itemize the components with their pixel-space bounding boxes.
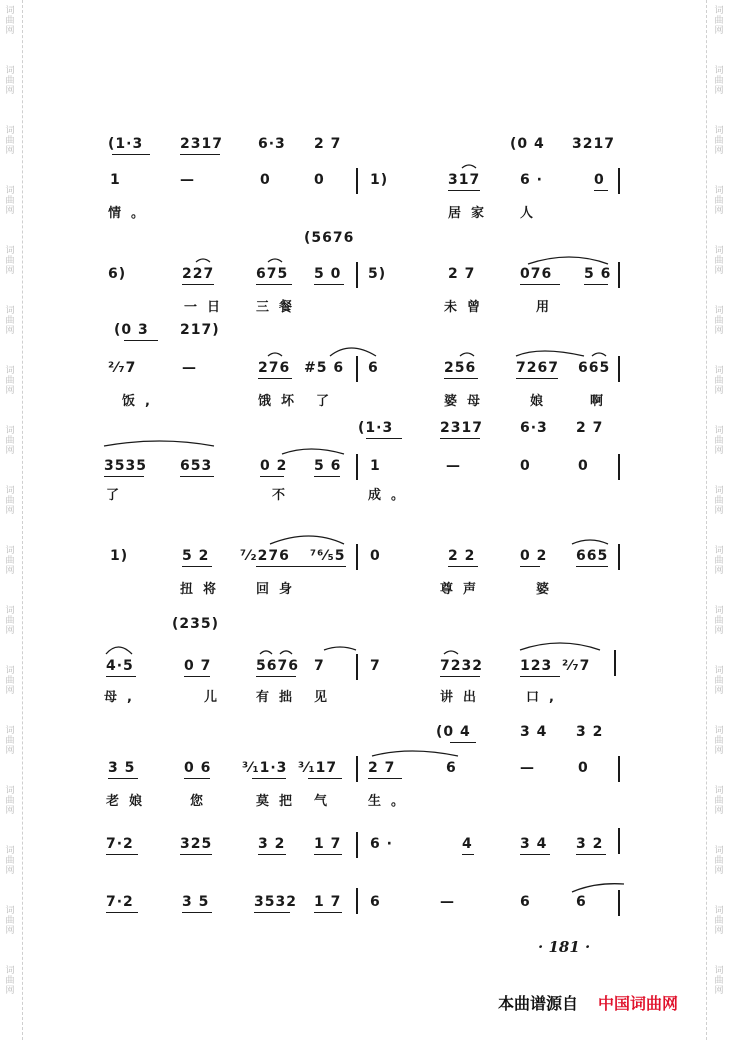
measure-notes: 0 [314, 172, 325, 188]
watermark-mark: 词 曲 网 [5, 846, 15, 876]
measure-notes: 5 6 [584, 266, 612, 282]
measure-notes: 6 [446, 760, 457, 776]
measure-notes: 0 6 [184, 760, 212, 776]
measure-notes: 6 [368, 360, 379, 376]
watermark-mark: 词 曲 网 [714, 546, 724, 576]
watermark-mark: 词 曲 网 [714, 786, 724, 816]
intro-notes: (1·3 [358, 420, 394, 436]
measure-notes: 076 [520, 266, 553, 282]
watermark-mark: 词 曲 网 [714, 66, 724, 96]
watermark-mark: 词 曲 网 [714, 906, 724, 936]
measure-notes: 3532 [254, 894, 297, 910]
intro-notes: 6·3 [258, 136, 286, 152]
lyrics: 三餐 [256, 300, 303, 315]
watermark-mark: 词 曲 网 [714, 126, 724, 156]
measure-notes: 6 [370, 894, 381, 910]
watermark-mark: 词 曲 网 [714, 246, 724, 276]
measure-notes: 3535 [104, 458, 147, 474]
lyrics: 莫把 [256, 794, 303, 809]
measure-notes: 4·5 [106, 658, 134, 674]
measure-notes: — [446, 458, 461, 474]
intro-notes: 2 7 [314, 136, 342, 152]
measure-notes: — [440, 894, 455, 910]
intro-notes: 3217 [572, 136, 615, 152]
watermark-mark: 词 曲 网 [5, 426, 15, 456]
watermark-mark: 词 曲 网 [5, 486, 15, 516]
watermark-mark: 词 曲 网 [5, 666, 15, 696]
measure-notes: 276 [258, 360, 291, 376]
measure-notes: 3 4 [520, 836, 548, 852]
lyrics: 讲出 [440, 690, 487, 705]
watermark-mark: 词 曲 网 [714, 6, 724, 36]
measure-notes: 665 [576, 548, 609, 564]
measure-notes: 2 2 [448, 548, 476, 564]
measure-notes: — [182, 360, 197, 376]
measure-notes: 3 5 [182, 894, 210, 910]
watermark-mark: 词 曲 网 [5, 126, 15, 156]
lyrics: 居家 [448, 206, 495, 221]
measure-notes: 0 [370, 548, 381, 564]
measure-notes: 5) [368, 266, 387, 282]
watermark-mark: 词 曲 网 [714, 486, 724, 516]
intro-notes: (0 4 [436, 724, 471, 740]
lyrics: 成。 [368, 488, 415, 503]
lyrics: 回身 [256, 582, 303, 597]
measure-notes: 6 [576, 894, 587, 910]
measure-notes: ³⁄₁1·3 [242, 760, 288, 776]
measure-notes: 0 [520, 458, 531, 474]
measure-notes: — [520, 760, 535, 776]
intro-notes: 2317 [440, 420, 483, 436]
measure-notes: 7·2 [106, 836, 134, 852]
lyrics: 用 [536, 300, 560, 315]
watermark-mark: 词 曲 网 [5, 366, 15, 396]
lyrics: 饿坏 [258, 394, 305, 409]
page-number: · 181 · [538, 938, 591, 956]
measure-notes: 6) [108, 266, 127, 282]
lyrics: 了 [316, 394, 340, 409]
lyrics: 娘 [530, 394, 554, 409]
lyrics: 啊 [590, 394, 614, 409]
lyrics: 情。 [108, 206, 155, 221]
measure-notes: 7232 [440, 658, 483, 674]
watermark-mark: 词 曲 网 [714, 606, 724, 636]
measure-notes: 3 2 [576, 836, 604, 852]
watermark-mark: 词 曲 网 [714, 306, 724, 336]
watermark-mark: 词 曲 网 [5, 66, 15, 96]
watermark-mark: 词 曲 网 [5, 966, 15, 996]
intro-notes: 3 2 [576, 724, 604, 740]
measure-notes: 0 2 [260, 458, 288, 474]
measure-notes: 5 2 [182, 548, 210, 564]
measure-notes: 6 · [520, 172, 543, 188]
intro-notes: (235) [172, 616, 220, 632]
measure-notes: 675 [256, 266, 289, 282]
watermark-mark: 词 曲 网 [5, 726, 15, 756]
lyrics: 口, [526, 690, 564, 705]
lyrics: 有拙 [256, 690, 303, 705]
intro-notes: 2317 [180, 136, 223, 152]
measure-notes: ²⁄₇7 [562, 658, 591, 674]
measure-notes: 7 [314, 658, 325, 674]
measure-notes: 5 6 [314, 458, 342, 474]
watermark-mark: 词 曲 网 [5, 606, 15, 636]
measure-notes: 325 [180, 836, 213, 852]
watermark-mark: 词 曲 网 [5, 546, 15, 576]
lyrics: 老娘 [106, 794, 153, 809]
measure-notes: 2 7 [448, 266, 476, 282]
watermark-mark: 词 曲 网 [5, 306, 15, 336]
measure-notes: 123 [520, 658, 553, 674]
intro-notes: (5676 [304, 230, 355, 246]
watermark-mark: 词 曲 网 [714, 846, 724, 876]
watermark-mark: 词 曲 网 [5, 246, 15, 276]
lyrics: 了 [106, 488, 130, 503]
lyrics: 儿 [204, 690, 228, 705]
lyrics: 不 [272, 488, 296, 503]
source-label: 本曲谱源自 [498, 994, 579, 1013]
lyrics: 见 [314, 690, 338, 705]
intro-notes: (0 3 [114, 322, 149, 338]
measure-notes: 317 [448, 172, 481, 188]
watermark-mark: 词 曲 网 [714, 966, 724, 996]
measure-notes: 1) [370, 172, 389, 188]
lyrics: 生。 [368, 794, 415, 809]
watermark-mark: 词 曲 网 [714, 366, 724, 396]
measure-notes: 0 [594, 172, 605, 188]
lyrics: 婆 [536, 582, 560, 597]
watermark-mark: 词 曲 网 [5, 906, 15, 936]
lyrics: 人 [520, 206, 544, 221]
lyrics: 扭将 [180, 582, 227, 597]
source-credit [498, 991, 678, 1014]
measure-notes: 7267 [516, 360, 559, 376]
watermark-mark: 词 曲 网 [5, 6, 15, 36]
measure-notes: 7·2 [106, 894, 134, 910]
watermark-mark: 词 曲 网 [5, 786, 15, 816]
measure-notes: — [180, 172, 195, 188]
lyrics: 饭, [122, 394, 160, 409]
watermark-mark: 词 曲 网 [714, 726, 724, 756]
measure-notes: 5676 [256, 658, 299, 674]
measure-notes: 0 [578, 760, 589, 776]
source-site-link[interactable]: 中国词曲网 [598, 994, 679, 1013]
lyrics: 尊声 [440, 582, 487, 597]
measure-notes: 6 [520, 894, 531, 910]
measure-notes: ⁷⁶⁄₅5 [310, 548, 346, 564]
intro-notes: (0 4 [510, 136, 545, 152]
measure-notes: 1 7 [314, 894, 342, 910]
lyrics: 一日 [184, 300, 231, 315]
watermark-mark: 词 曲 网 [5, 186, 15, 216]
intro-notes: 6·3 [520, 420, 548, 436]
measure-notes: 0 2 [520, 548, 548, 564]
measure-notes: 5 0 [314, 266, 342, 282]
measure-notes: 2 7 [368, 760, 396, 776]
lyrics: 气 [314, 794, 338, 809]
measure-notes: 4 [462, 836, 473, 852]
intro-notes: (1·3 [108, 136, 144, 152]
measure-notes: 256 [444, 360, 477, 376]
lyrics: 婆母 [444, 394, 491, 409]
measure-notes: 3 2 [258, 836, 286, 852]
measure-notes: 653 [180, 458, 213, 474]
measure-notes: ²⁄₇7 [108, 360, 137, 376]
measure-notes: 1) [110, 548, 129, 564]
measure-notes: 0 [578, 458, 589, 474]
measure-notes: 1 [370, 458, 381, 474]
measure-notes: 0 7 [184, 658, 212, 674]
lyrics: 您 [190, 794, 214, 809]
intro-notes: 217) [180, 322, 220, 338]
lyrics: 未曾 [444, 300, 491, 315]
measure-notes: #5 6 [304, 360, 345, 376]
watermark-mark: 词 曲 网 [714, 186, 724, 216]
watermark-mark: 词 曲 网 [714, 426, 724, 456]
measure-notes: 227 [182, 266, 215, 282]
measure-notes: 6 · [370, 836, 393, 852]
intro-notes: 3 4 [520, 724, 548, 740]
measure-notes: ³⁄₁17 [298, 760, 338, 776]
measure-notes: 665 [578, 360, 611, 376]
measure-notes: 0 [260, 172, 271, 188]
watermark-mark: 词 曲 网 [714, 666, 724, 696]
intro-notes: 2 7 [576, 420, 604, 436]
measure-notes: 3 5 [108, 760, 136, 776]
lyrics: 母, [104, 690, 142, 705]
measure-notes: ⁷⁄₂276 [240, 548, 290, 564]
measure-notes: 1 7 [314, 836, 342, 852]
measure-notes: 1 [110, 172, 121, 188]
measure-notes: 7 [370, 658, 381, 674]
